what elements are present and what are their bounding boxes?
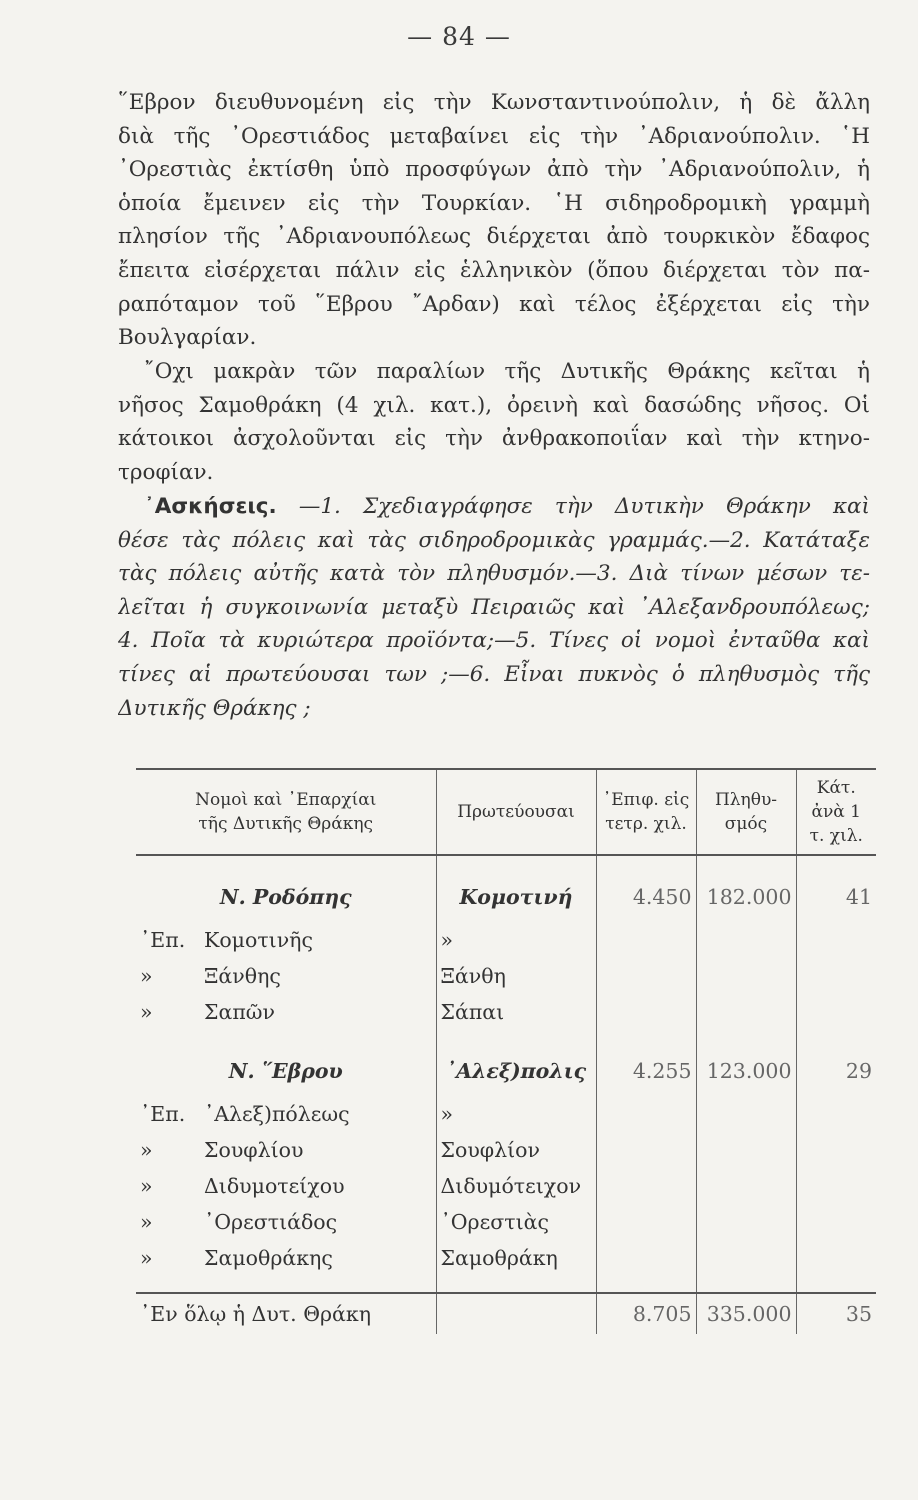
page-number: — 84 — bbox=[407, 22, 511, 51]
table-row bbox=[136, 1046, 876, 1096]
cell-density bbox=[796, 1168, 876, 1204]
row-name: Σαμοθράκης bbox=[204, 1246, 333, 1270]
cell-total-name: ᾿Εν ὅλῳ ἡ Δυτ. Θράκη bbox=[136, 1293, 436, 1334]
cell-area bbox=[596, 958, 696, 994]
cell-population bbox=[696, 922, 796, 958]
text-line: νῆσος Σαμοθράκη (4 χιλ. κατ.), ὀρεινὴ καὶ δασώδης νῆσος. Οἱ bbox=[118, 392, 870, 418]
eparchia-mark: » bbox=[140, 1246, 153, 1270]
row-name: Σουφλίου bbox=[204, 1138, 304, 1162]
cell-area bbox=[596, 1168, 696, 1204]
cell-capital: Κομοτινή bbox=[436, 872, 596, 922]
cell-name bbox=[136, 994, 436, 1030]
cell-area: 4.255 bbox=[596, 1046, 696, 1096]
eparchia-mark: » bbox=[140, 1174, 153, 1198]
text-line: πλησίον τῆς ᾿Αδριανουπόλεως διέρχεται ἀπὸ τουρκικὸν ἔδαφος bbox=[118, 224, 870, 250]
exercises-section bbox=[118, 490, 870, 725]
table-row bbox=[136, 922, 876, 958]
table-row bbox=[136, 994, 876, 1030]
text-line: ῎Οχι μακρὰν τῶν παραλίων τῆς Δυτικῆς Θράκης κεῖται ἡ bbox=[144, 359, 870, 384]
text-line: κάτοικοι ἀσχολοῦνται εἰς τὴν ἀνθρακοποιΐαν καὶ τὴν κτηνο- bbox=[118, 426, 870, 452]
cell-density bbox=[796, 922, 876, 958]
cell-population bbox=[696, 1168, 796, 1204]
cell-density bbox=[796, 1132, 876, 1168]
eparchia-mark: » bbox=[140, 1138, 153, 1162]
text-line: ᾿Ορεστιὰς ἐκτίσθη ὑπὸ προσφύγων ἀπὸ τὴν ᾿Αδριανούπολιν, ἡ bbox=[118, 157, 870, 183]
row-name: ᾿Αλεξ)πόλεως bbox=[204, 1102, 350, 1126]
table-row bbox=[136, 958, 876, 994]
exercise-text: —1. Σχεδιαγράφησε τὴν Δυτικὴν Θράκην καὶ bbox=[298, 494, 870, 519]
cell-name bbox=[136, 1096, 436, 1132]
table-row bbox=[136, 872, 876, 922]
row-name: Ν. Ροδόπης bbox=[219, 885, 352, 909]
table-row bbox=[136, 1096, 876, 1132]
prefectures-table bbox=[136, 768, 876, 1468]
cell-name bbox=[136, 1046, 436, 1096]
exercise-line: θέσε τὰς πόλεις καὶ τὰς σιδηροδρομικὰς γραμμάς.—2. Κατάταξε bbox=[118, 527, 870, 553]
cell-name bbox=[136, 1240, 436, 1276]
cell-name bbox=[136, 1168, 436, 1204]
cell-area bbox=[596, 922, 696, 958]
eparchia-mark: ᾿Επ. bbox=[140, 1102, 186, 1126]
cell-population bbox=[696, 1132, 796, 1168]
row-name: Ν. ῞Εβρου bbox=[228, 1059, 343, 1083]
eparchia-mark: » bbox=[140, 1210, 153, 1234]
header-area: ᾿Επιφ. εἰς τετρ. χιλ. bbox=[596, 769, 696, 855]
cell-total-population: 335.000 bbox=[696, 1293, 796, 1334]
paragraph-samothrace bbox=[118, 355, 870, 489]
cell-density bbox=[796, 1240, 876, 1276]
cell-name bbox=[136, 1204, 436, 1240]
text-line: ἔπειτα εἰσέρχεται πάλιν εἰς ἑλληνικὸν (ὅπου διέρχεται τὸν πα- bbox=[118, 257, 870, 283]
cell-capital: Διδυμότειχον bbox=[436, 1168, 596, 1204]
table-body bbox=[136, 855, 876, 1334]
cell-capital: Σάπαι bbox=[436, 994, 596, 1030]
text-line: ραπόταμον τοῦ ῞Εβρου ῎Αρδαν) καὶ τέλος ἐξέρχεται εἰς τὴν bbox=[118, 291, 870, 317]
cell-area bbox=[596, 1132, 696, 1168]
cell-area bbox=[596, 1240, 696, 1276]
cell-capital: » bbox=[436, 922, 596, 958]
cell-capital: ᾿Ορεστιὰς bbox=[436, 1204, 596, 1240]
cell-population bbox=[696, 1096, 796, 1132]
eparchia-mark: ᾿Επ. bbox=[140, 928, 186, 952]
cell-density: 41 bbox=[796, 872, 876, 922]
table-row bbox=[136, 1168, 876, 1204]
cell-name bbox=[136, 872, 436, 922]
table-header-row bbox=[136, 769, 876, 855]
cell-name bbox=[136, 922, 436, 958]
cell-density bbox=[796, 994, 876, 1030]
text-line: Βουλγαρίαν. bbox=[118, 325, 257, 351]
cell-total-area: 8.705 bbox=[596, 1293, 696, 1334]
row-name: Ξάνθης bbox=[204, 964, 281, 988]
row-name: Σαπῶν bbox=[204, 1000, 275, 1024]
cell-name bbox=[136, 1132, 436, 1168]
cell-population bbox=[696, 958, 796, 994]
cell-area bbox=[596, 994, 696, 1030]
header-prefectures: Νομοὶ καὶ ᾿Επαρχίαι τῆς Δυτικῆς Θράκης bbox=[136, 769, 436, 855]
eparchia-mark: » bbox=[140, 964, 153, 988]
cell-population bbox=[696, 1204, 796, 1240]
row-name: Διδυμοτείχου bbox=[204, 1174, 345, 1198]
cell-population bbox=[696, 994, 796, 1030]
cell-capital: » bbox=[436, 1096, 596, 1132]
cell-density: 29 bbox=[796, 1046, 876, 1096]
paragraph-evros-railway bbox=[118, 86, 870, 355]
cell-total-capital bbox=[436, 1293, 596, 1334]
exercise-line: λεῖται ἡ συγκοινωνία μεταξὺ Πειραιῶς καὶ ᾿Αλεξανδρουπόλεως; bbox=[118, 594, 870, 620]
exercise-line: τίνες αἱ πρωτεύουσαι των ;—6. Εἶναι πυκνὸς ὁ πληθυσμὸς τῆς bbox=[118, 661, 870, 687]
row-name: Κομοτινῆς bbox=[204, 928, 313, 952]
text-line: ὁποία ἔμεινεν εἰς τὴν Τουρκίαν. ῾Η σιδηροδρομικὴ γραμμὴ bbox=[118, 190, 870, 216]
cell-area: 4.450 bbox=[596, 872, 696, 922]
cell-total-density: 35 bbox=[796, 1293, 876, 1334]
cell-area bbox=[596, 1204, 696, 1240]
cell-capital: ᾿Αλεξ)πολις bbox=[436, 1046, 596, 1096]
exercises-heading: ᾿Ασκήσεις. bbox=[144, 494, 277, 519]
text-line: διὰ τῆς ᾿Ορεστιάδος μεταβαίνει εἰς τὴν ᾿Αδριανούπολιν. ῾Η bbox=[118, 123, 870, 149]
table-total-row bbox=[136, 1293, 876, 1334]
cell-capital: Σαμοθράκη bbox=[436, 1240, 596, 1276]
row-name: ᾿Ορεστιάδος bbox=[204, 1210, 338, 1234]
header-capitals: Πρωτεύουσαι bbox=[436, 769, 596, 855]
cell-density bbox=[796, 1096, 876, 1132]
exercise-line: τὰς πόλεις αὐτῆς κατὰ τὸν πληθυσμόν.—3. Διὰ τίνων μέσων τε- bbox=[118, 561, 870, 587]
cell-population: 123.000 bbox=[696, 1046, 796, 1096]
text-line: ῞Εβρον διευθυνομένη εἰς τὴν Κωνσταντινούπολιν, ἡ δὲ ἄλλη bbox=[118, 90, 870, 115]
exercise-line-first bbox=[118, 490, 870, 524]
cell-density bbox=[796, 1204, 876, 1240]
table-row bbox=[136, 1240, 876, 1276]
cell-population bbox=[696, 1240, 796, 1276]
table-row bbox=[136, 1204, 876, 1240]
header-population: Πληθυ- σμός bbox=[696, 769, 796, 855]
exercise-line: Δυτικῆς Θράκης ; bbox=[118, 695, 311, 721]
exercise-line: 4. Ποῖα τὰ κυριώτερα προϊόντα;—5. Τίνες οἱ νομοὶ ἐνταῦθα καὶ bbox=[118, 628, 870, 654]
header-density: Κάτ. ἀνὰ 1 τ. χιλ. bbox=[796, 769, 876, 855]
cell-name bbox=[136, 958, 436, 994]
table-row bbox=[136, 1132, 876, 1168]
cell-density bbox=[796, 958, 876, 994]
cell-capital: Σουφλίον bbox=[436, 1132, 596, 1168]
cell-population: 182.000 bbox=[696, 872, 796, 922]
cell-area bbox=[596, 1096, 696, 1132]
eparchia-mark: » bbox=[140, 1000, 153, 1024]
text-line: τροφίαν. bbox=[118, 459, 214, 485]
cell-capital: Ξάνθη bbox=[436, 958, 596, 994]
